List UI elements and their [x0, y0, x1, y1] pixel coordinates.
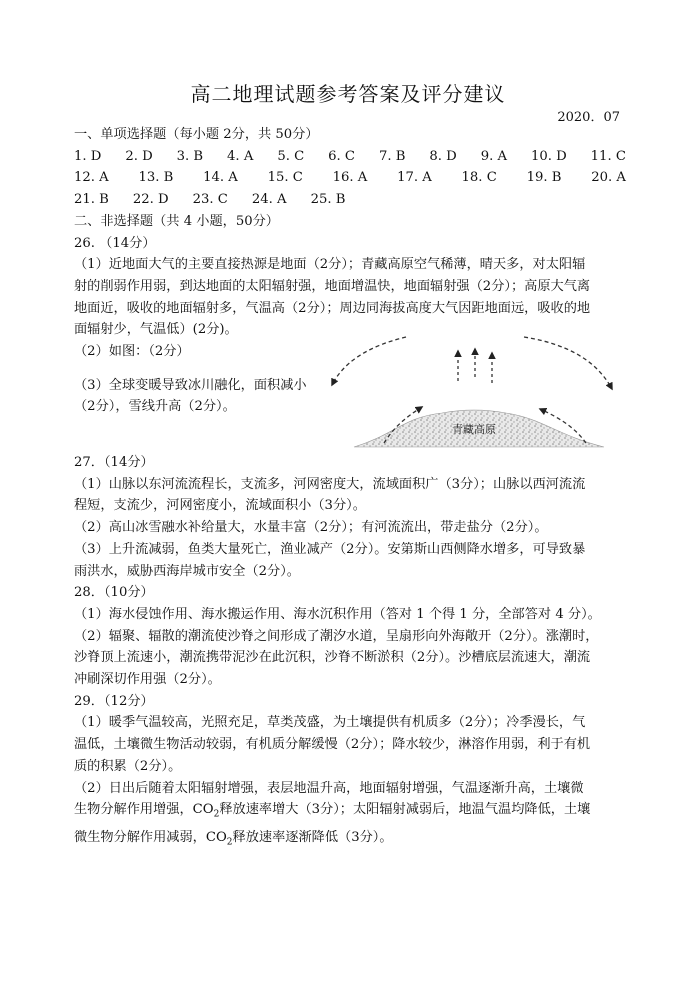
mc-answer: 20. A — [591, 170, 626, 186]
q26-heading: 26. （14分） — [74, 235, 156, 251]
q27-answer-3-line: （3）上升流减弱，鱼类大量死亡，渔业减产（2分）。安第斯山西侧降水增多，可导致暴 — [74, 541, 586, 557]
page-title: 高二地理试题参考答案及评分建议 — [190, 82, 506, 106]
mc-answer: 8. D — [429, 148, 457, 164]
q26-answer-1-line: （1）近地面大气的主要直接热源是地面（2分）；青藏高原空气稀薄，晴天多，对太阳辐 — [74, 257, 586, 273]
mc-answer: 2. D — [125, 148, 153, 164]
q28-answer-2-line: 冲刷深切作用强（2分）。 — [74, 672, 221, 688]
q27-answer-2: （2）高山冰雪融水补给量大，水量丰富（2分）；有河流流出，带走盐分（2分）。 — [74, 520, 548, 536]
mc-answer: 11. C — [590, 148, 626, 164]
q27-answer-1-line: 程短，支流少，河网密度小，流域面积小（3分）。 — [74, 498, 366, 514]
mc-answer: 21. B — [74, 192, 109, 208]
mc-answer: 6. C — [328, 148, 356, 164]
q29-answer-1-line: 温低，土壤微生物活动较弱，有机质分解缓慢（2分）；降水较少，淋溶作用弱，利于有机 — [74, 737, 591, 753]
mc-answer: 17. A — [397, 170, 432, 186]
q28-answer-2-line: （2）辐聚、辐散的潮流使沙脊之间形成了潮汐水道，呈扇形向外海敞开（2分）。涨潮时， — [74, 628, 599, 644]
q26-answer-1-line: 地面近，吸收的地面辐射多，气温高（2分）；周边同海拔高度大气因距地面远，吸收的地 — [74, 300, 591, 316]
answer-body — [74, 124, 626, 854]
mc-answer-row-3 — [74, 189, 626, 211]
text-span: 生物分解作用增强，CO — [74, 802, 214, 818]
right-top-arrow — [524, 337, 612, 389]
q26-answer-3-line: （3）全球变暖导致冰川融化，面积减小 — [74, 377, 307, 393]
mc-answer: 16. A — [332, 170, 368, 186]
mc-answer: 22. D — [132, 192, 169, 208]
q29-heading: 29．（12分） — [74, 693, 154, 709]
q26-answer-3-line: （2分），雪线升高（2分）。 — [74, 399, 236, 415]
left-top-arrow — [332, 337, 406, 385]
q28-heading: 28．（10分） — [74, 585, 154, 601]
mc-answer: 14. A — [203, 170, 238, 186]
mc-answer: 15. C — [267, 170, 303, 186]
q27-answer-1-line: （1）山脉以东河流流程长，支流多，河网密度大，流域面积广（3分）；山脉以西河流流 — [74, 476, 586, 492]
mc-answer: 9. A — [480, 148, 508, 164]
mc-answer: 5. C — [277, 148, 305, 164]
co2-subscript: 2 — [226, 837, 233, 848]
exam-date: 2020．07 — [557, 110, 620, 125]
q29-answer-2-line — [74, 799, 626, 826]
mc-answer: 4. A — [227, 148, 254, 164]
q26-answer-2: （2）如图：（2分） — [74, 344, 190, 360]
text-span: 释放速率增大（3分）；太阳辐射减弱后，地温气温均降低，土壤 — [219, 802, 591, 818]
q26-figure-area — [74, 341, 626, 452]
mc-answer: 24. A — [251, 192, 287, 208]
section2-heading: 二、非选择题（共 4 小题，50分） — [74, 213, 279, 229]
mc-answer: 10. D — [530, 148, 567, 164]
q29-answer-2-line — [74, 827, 626, 854]
q26-answer-1-line: 射的削弱作用弱，到达地面的太阳辐射强，地面增温快，地面辐射强（2分）；高原大气离 — [74, 278, 591, 294]
mc-answer: 13. B — [138, 170, 174, 186]
mc-answer: 25. B — [310, 192, 346, 208]
section1-heading: 一、单项选择题（每小题 2分，共 50分） — [74, 127, 319, 142]
text-span: 微生物分解作用减弱，CO — [74, 829, 227, 845]
q27-heading: 27．（14分） — [74, 455, 154, 471]
mc-answer-row-1 — [74, 146, 626, 168]
q28-answer-2-line: 沙脊顶上流速小，潮流携带泥沙在此沉积，沙脊不断淤积（2分）。沙槽底层流速大，潮流 — [74, 650, 591, 666]
q29-answer-1-line: （1）暖季气温较高，光照充足，草类茂盛，为土壤提供有机质多（2分）；冷季漫长，气 — [74, 715, 586, 731]
mc-answer: 18. C — [461, 170, 497, 186]
mc-answer: 7. B — [378, 148, 406, 164]
plateau-label: 青藏高原 — [452, 424, 496, 437]
mc-answer-row-2 — [74, 167, 626, 189]
plateau-airflow-diagram — [324, 335, 624, 455]
text-span: 释放速率逐渐降低（3分）。 — [232, 829, 393, 845]
mc-answer: 3. B — [176, 148, 204, 164]
mc-answer: 12. A — [74, 170, 109, 186]
q29-answer-1-line: 质的积累（2分）。 — [74, 758, 182, 774]
mc-answer: 19. B — [526, 170, 562, 186]
mc-answer: 1. D — [74, 148, 102, 164]
q28-answer-1: （1）海水侵蚀作用、海水搬运作用、海水沉积作用（答对 1 个得 1 分，全部答对 4 分）。 — [74, 606, 601, 622]
q26-answer-1-line: 面辐射少，气温低）(2分)。 — [74, 322, 238, 338]
q27-answer-3-line: 雨洪水，威胁西海岸城市安全（2分）。 — [74, 563, 300, 579]
co2-subscript: 2 — [213, 809, 220, 820]
mc-answer: 23. C — [192, 192, 228, 208]
q29-answer-2-line: （2）日出后随着太阳辐射增强，表层地温升高，地面辐射增强，气温逐渐升高，土壤微 — [74, 780, 584, 796]
